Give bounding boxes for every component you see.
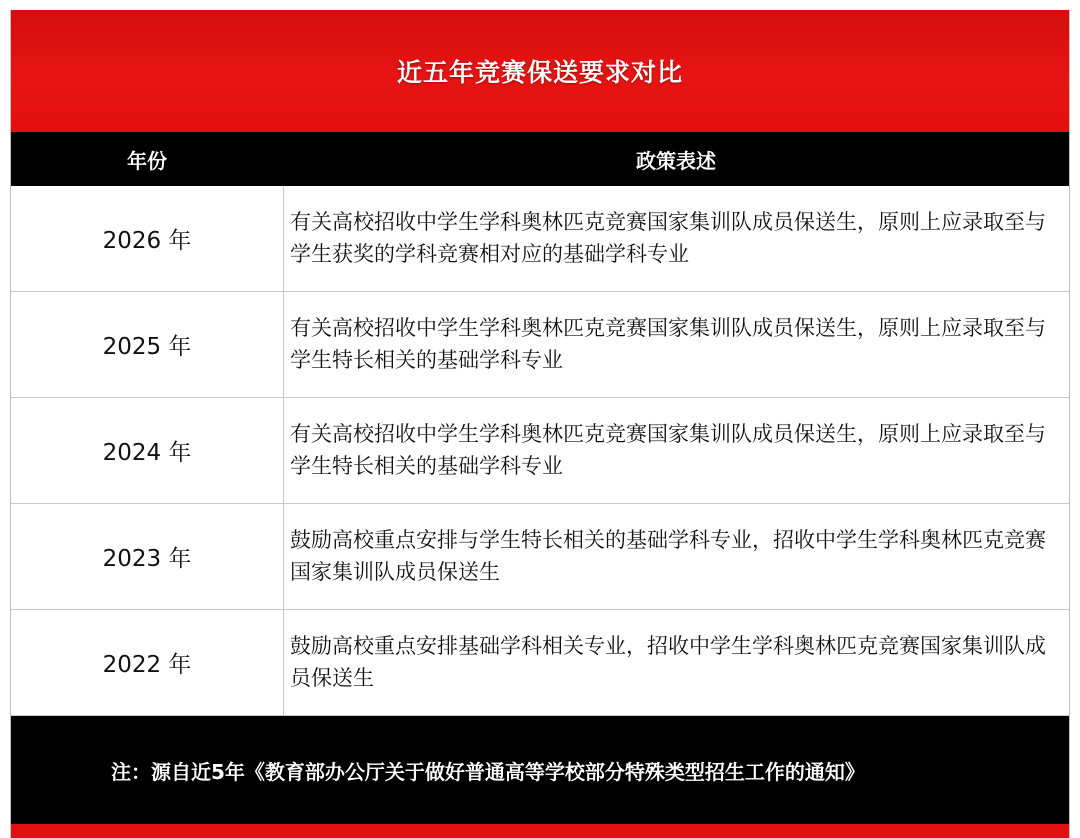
page-title: 近五年竞赛保送要求对比 (396, 58, 683, 87)
header-policy: 政策表述 (636, 148, 716, 173)
year-cell: 2022 年 (11, 610, 284, 715)
year-cell: 2025 年 (11, 292, 284, 397)
year-cell: 2024 年 (11, 398, 284, 503)
year-cell: 2026 年 (11, 186, 284, 291)
source-note: 注：源自近5年《教育部办公厅关于做好普通高等学校部分特殊类型招生工作的通知》 (111, 759, 865, 784)
table-row (11, 610, 1069, 716)
table-row (11, 504, 1069, 610)
policy-cell: 有关高校招收中学生学科奥林匹克竞赛国家集训队成员保送生，原则上应录取至与学生特长相关的基础学科专业 (290, 422, 1046, 478)
table-header (11, 132, 1069, 186)
year-cell: 2023 年 (11, 504, 284, 609)
header-year: 年份 (127, 148, 167, 173)
title-banner (11, 10, 1069, 132)
policy-cell: 鼓励高校重点安排基础学科相关专业，招收中学生学科奥林匹克竞赛国家集训队成员保送生 (290, 634, 1046, 690)
table-row (11, 292, 1069, 398)
comparison-card (10, 10, 1070, 838)
policy-cell: 有关高校招收中学生学科奥林匹克竞赛国家集训队成员保送生，原则上应录取至与学生获奖的学科竞赛相对应的基础学科专业 (290, 210, 1046, 266)
table-body (11, 186, 1069, 716)
table-row (11, 398, 1069, 504)
source-note-bar (11, 716, 1069, 824)
bottom-accent-strip (11, 824, 1069, 838)
policy-cell: 鼓励高校重点安排与学生特长相关的基础学科专业，招收中学生学科奥林匹克竞赛国家集训队成员保送生 (290, 528, 1046, 584)
table-row (11, 186, 1069, 292)
policy-cell: 有关高校招收中学生学科奥林匹克竞赛国家集训队成员保送生，原则上应录取至与学生特长相关的基础学科专业 (290, 316, 1046, 372)
